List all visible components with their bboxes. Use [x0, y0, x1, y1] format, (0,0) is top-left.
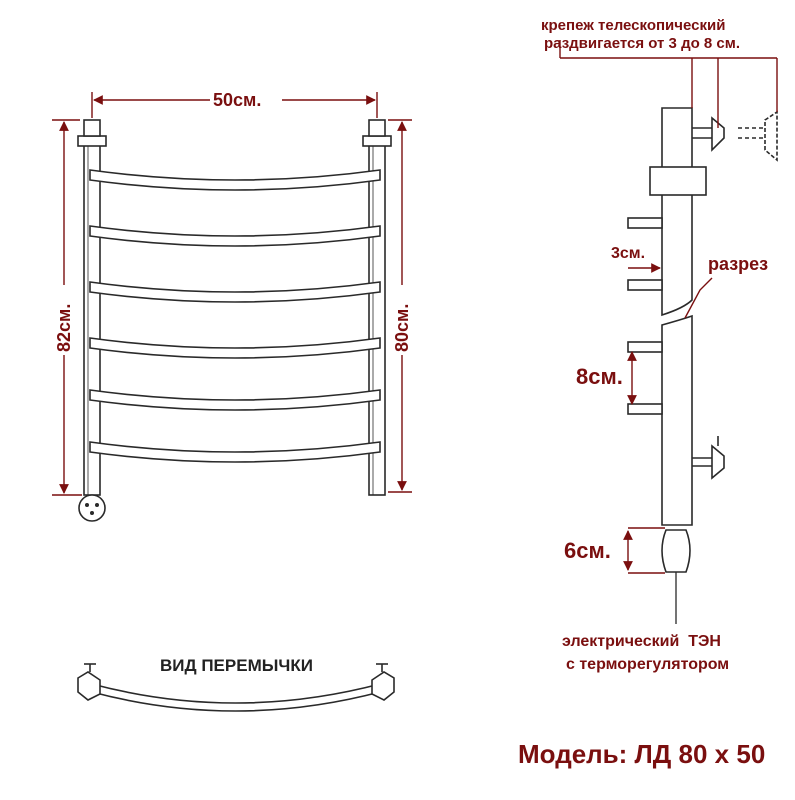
- rung-2: [90, 226, 380, 246]
- stub-4: [628, 404, 662, 414]
- wall-mount-top: [692, 112, 777, 160]
- stub-2: [628, 280, 662, 290]
- front-view: [78, 120, 391, 521]
- rung-4: [90, 338, 380, 358]
- jumper-right-end: [372, 672, 394, 700]
- rung-5: [90, 390, 380, 410]
- left-top-clamp: [78, 136, 106, 146]
- heater-connector: [79, 495, 105, 521]
- side-view: [628, 108, 777, 624]
- dim-8cm-label: 8см.: [576, 364, 623, 389]
- jumper-left-end: [78, 672, 100, 700]
- right-top-cap: [369, 120, 385, 136]
- dim-3cm-label: 3см.: [611, 245, 646, 262]
- heater-body: [662, 530, 690, 572]
- rung-6: [90, 442, 380, 462]
- mount-note-line2: раздвигается от 3 до 8 см.: [544, 35, 741, 52]
- side-clamp: [650, 167, 706, 195]
- jumper-view-label: ВИД ПЕРЕМЫЧКИ: [160, 656, 313, 675]
- mount-note-line1: крепеж телескопический: [541, 17, 726, 34]
- rung-3: [90, 282, 380, 302]
- lower-body: [662, 316, 692, 525]
- wall-mount-bottom: [692, 436, 724, 478]
- upper-body: [662, 108, 692, 315]
- right-top-clamp: [363, 136, 391, 146]
- stub-1: [628, 218, 662, 228]
- heater-label-line1: электрический ТЭН: [562, 633, 721, 650]
- rungs: [90, 170, 380, 462]
- jumper-arc: [92, 684, 380, 711]
- left-top-cap: [84, 120, 100, 136]
- width-label: 50см.: [213, 90, 262, 110]
- stub-3: [628, 342, 662, 352]
- height-right-label: 80см.: [392, 303, 412, 352]
- heater-label-line2: с терморегулятором: [566, 656, 730, 673]
- rung-1: [90, 170, 380, 190]
- model-label: Модель: ЛД 80 х 50: [518, 739, 766, 769]
- section-label: разрез: [708, 254, 769, 274]
- dim-6cm-label: 6см.: [564, 538, 611, 563]
- height-left-label: 82см.: [54, 303, 74, 352]
